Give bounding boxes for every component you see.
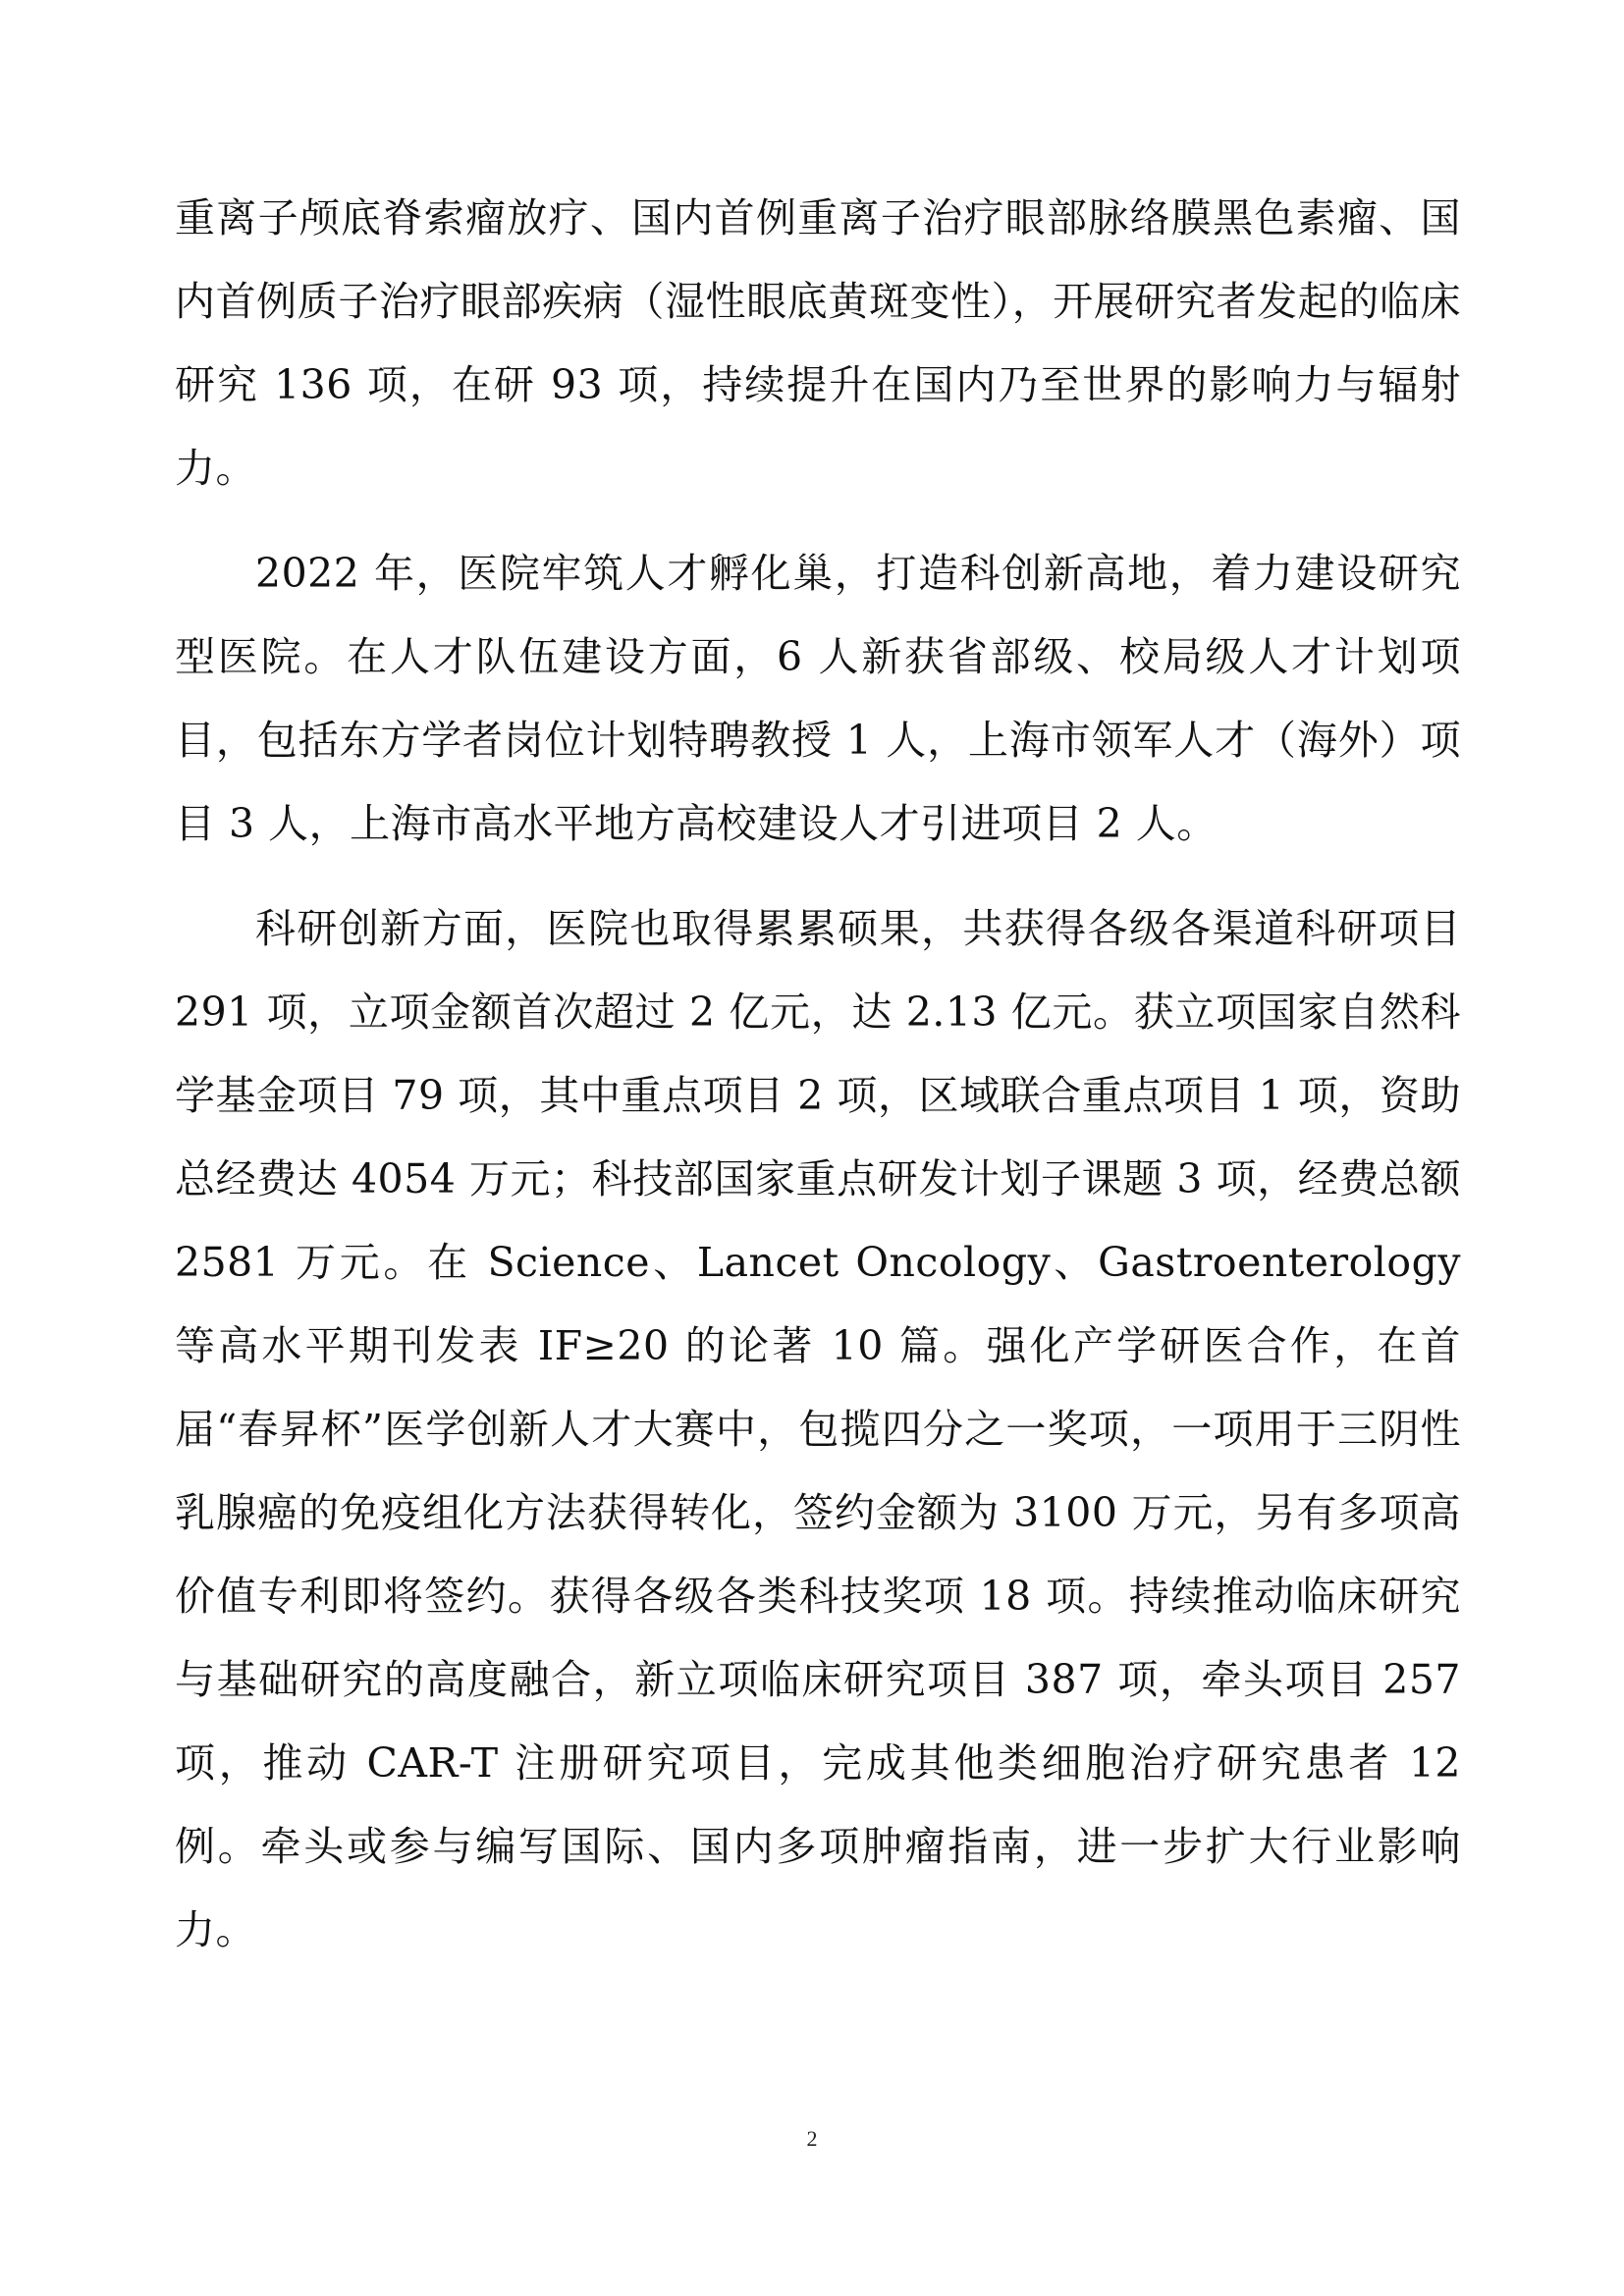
body-text xyxy=(175,177,1461,1972)
paragraph-talent-2022: 2022 年，医院牢筑人才孵化巢，打造科创新高地，着力建设研究型医院。在人才队伍建设方面，6 人新获省部级、校局级人才计划项目，包括东方学者岗位计划特聘教授 1 人，上海市领军人才（海外）项目 3 人，上海市高水平地方高校建设人才引进项目 2 人。 xyxy=(175,550,1461,847)
paragraph-continued: 重离子颅底脊索瘤放疗、国内首例重离子治疗眼部脉络膜黑色素瘤、国内首例质子治疗眼部疾病（湿性眼底黄斑变性），开展研究者发起的临床研究 136 项，在研 93 项，持续提升在国内乃至世界的影响力与辐射力。 xyxy=(175,194,1461,492)
paragraph-research-innovation: 科研创新方面，医院也取得累累硕果，共获得各级各渠道科研项目 291 项，立项金额首次超过 2 亿元，达 2.13 亿元。获立项国家自然科学基金项目 79 项，其中重点项目 2 项，区域联合重点项目 1 项，资助总经费达 4054 万元；科技部国家重点研发计划子课题 3 项，经费总额 2581 万元。在 Science、Lancet Oncology、Gastroenterology 等高水平期刊发表 IF≥20 的论著 10 篇。强化产学研医合作，在首届“春昇杯”医学创新人才大赛中，包揽四分之一奖项，一项用于三阴性乳腺癌的免疫组化方法获得转化，签约金额为 3100 万元，另有多项高价值专利即将签约。获得各级各类科技奖项 18 项。持续推动临床研究与基础研究的高度融合，新立项临床研究项目 387 项，牵头项目 257 项，推动 CAR-T 注册研究项目，完成其他类细胞治疗研究患者 12 例。牵头或参与编写国际、国内多项肿瘤指南，进一步扩大行业影响力。 xyxy=(175,905,1461,1953)
page-number: 2 xyxy=(806,2126,818,2151)
